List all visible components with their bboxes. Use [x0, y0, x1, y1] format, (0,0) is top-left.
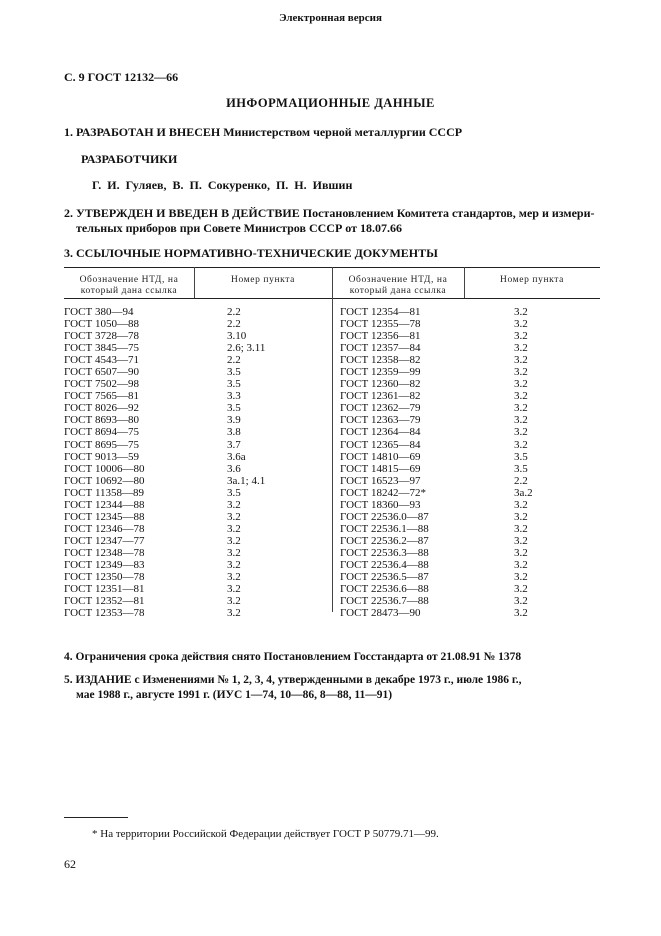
- col-header-doc-right: [332, 275, 464, 297]
- table-cell-doc: ГОСТ 12349—83: [64, 558, 145, 571]
- table-cell-doc: ГОСТ 12346—78: [64, 522, 145, 535]
- table-cell-item: 3а.1; 4.1: [227, 474, 266, 487]
- table-cell-item: 3.9: [227, 414, 241, 427]
- table-cell-item: 3.5: [227, 486, 241, 499]
- table-cell-doc: ГОСТ 12345—88: [64, 510, 145, 523]
- table-cell-item: 3.2: [227, 607, 241, 620]
- table-cell-doc: ГОСТ 12350—78: [64, 571, 145, 584]
- table-cell-item: 3.2: [514, 534, 528, 547]
- table-cell-item: 3.2: [514, 510, 528, 523]
- table-cell-item: 3.2: [227, 595, 241, 608]
- table-cell-item: 2.2: [227, 354, 241, 367]
- developers-label: РАЗРАБОТЧИКИ: [81, 152, 178, 166]
- table-cell-doc: ГОСТ 10692—80: [64, 474, 145, 487]
- table-cell-item: 3.2: [227, 546, 241, 559]
- electronic-version-label: Электронная версия: [279, 12, 382, 24]
- table-cell-doc: ГОСТ 12358—82: [340, 354, 421, 367]
- table-cell-doc: ГОСТ 22536.4—88: [340, 558, 429, 571]
- table-cell-item: 3.2: [514, 522, 528, 535]
- table-cell-doc: ГОСТ 12348—78: [64, 546, 145, 559]
- table-cell-doc: ГОСТ 12362—79: [340, 402, 421, 415]
- col-header-item-right: Номер пункта: [500, 275, 564, 285]
- table-cell-item: 3.2: [514, 426, 528, 439]
- table-cell-item: 3.2: [227, 558, 241, 571]
- table-cell-item: 3.2: [514, 583, 528, 596]
- col-header-item-left: Номер пункта: [231, 275, 295, 285]
- table-cell-doc: ГОСТ 12357—84: [340, 342, 421, 355]
- table-cell-doc: ГОСТ 16523—97: [340, 474, 421, 487]
- table-cell-doc: ГОСТ 10006—80: [64, 462, 145, 475]
- table-cell-item: 3.10: [227, 330, 247, 343]
- table-cell-item: 3.2: [514, 354, 528, 367]
- left-items-column: [227, 306, 265, 619]
- table-cell-item: 3.2: [514, 306, 528, 318]
- table-cell-doc: ГОСТ 1050—88: [64, 318, 139, 331]
- section-5-line-2: мае 1988 г., августе 1991 г. (ИУС 1—74, 10—86, 8—88, 11—91): [76, 689, 393, 701]
- table-cell-item: 3.2: [514, 402, 528, 415]
- footnote: * На территории Российской Федерации действует ГОСТ Р 50779.71—99.: [92, 828, 439, 840]
- table-cell-item: 2.2: [514, 474, 528, 487]
- table-cell-item: 3.3: [227, 390, 241, 403]
- table-cell-item: 3.6: [227, 462, 241, 475]
- table-cell-doc: ГОСТ 11358—89: [64, 486, 145, 499]
- table-cell-doc: ГОСТ 7565—81: [64, 390, 139, 403]
- section-2-approved: [64, 206, 604, 236]
- table-cell-doc: ГОСТ 18242—72*: [340, 486, 426, 499]
- table-cell-item: 3.2: [227, 571, 241, 584]
- table-cell-doc: ГОСТ 18360—93: [340, 498, 421, 511]
- table-cell-doc: ГОСТ 22536.6—88: [340, 583, 429, 596]
- table-cell-item: 3.2: [227, 498, 241, 511]
- table-cell-item: 3.6а: [227, 450, 246, 463]
- left-docs-column: [64, 306, 144, 619]
- table-cell-doc: ГОСТ 12347—77: [64, 534, 145, 547]
- table-cell-item: 3.2: [514, 558, 528, 571]
- right-docs-column: [340, 306, 429, 619]
- table-cell-doc: ГОСТ 12351—81: [64, 583, 145, 596]
- header-line: который дана ссылка: [349, 286, 447, 296]
- table-cell-item: 3.2: [227, 510, 241, 523]
- table-cell-doc: ГОСТ 12353—78: [64, 607, 145, 620]
- table-cell-doc: ГОСТ 9013—59: [64, 450, 139, 463]
- table-cell-item: 3.5: [227, 366, 241, 379]
- table-cell-doc: ГОСТ 12364—84: [340, 426, 421, 439]
- table-cell-item: 3.2: [227, 534, 241, 547]
- table-cell-doc: ГОСТ 380—94: [64, 306, 134, 318]
- table-cell-item: 3.2: [514, 571, 528, 584]
- page-number: 62: [64, 857, 76, 871]
- table-cell-doc: ГОСТ 12356—81: [340, 330, 421, 343]
- table-cell-doc: ГОСТ 6507—90: [64, 366, 139, 379]
- table-cell-doc: ГОСТ 8026—92: [64, 402, 139, 415]
- table-cell-item: 3.2: [514, 546, 528, 559]
- table-cell-item: 3.2: [514, 390, 528, 403]
- table-cell-item: 3.2: [514, 438, 528, 451]
- header-line: который дана ссылка: [80, 286, 178, 296]
- page-title: ИНФОРМАЦИОННЫЕ ДАННЫЕ: [226, 96, 435, 110]
- header-line: Обозначение НТД, на: [79, 275, 179, 285]
- table-cell-item: 3.2: [514, 318, 528, 331]
- table-cell-doc: ГОСТ 12365—84: [340, 438, 421, 451]
- section-2-line-2: тельных приборов при Совете Министров СССР от 18.07.66: [76, 221, 403, 235]
- table-cell-doc: ГОСТ 4543—71: [64, 354, 139, 367]
- table-cell-item: 3.2: [514, 498, 528, 511]
- footnote-rule: [64, 817, 128, 818]
- table-cell-item: 3.2: [514, 378, 528, 391]
- table-cell-item: 3.2: [227, 583, 241, 596]
- table-cell-doc: ГОСТ 12344—88: [64, 498, 145, 511]
- table-cell-item: 3.2: [514, 366, 528, 379]
- table-cell-doc: ГОСТ 12363—79: [340, 414, 421, 427]
- table-cell-item: 3.7: [227, 438, 241, 451]
- table-cell-doc: ГОСТ 12361—82: [340, 390, 421, 403]
- section-5-line-1: 5. ИЗДАНИЕ с Изменениями № 1, 2, 3, 4, утвержденными в декабре 1973 г., июле 1986 г.,: [64, 674, 522, 686]
- table-cell-doc: ГОСТ 22536.2—87: [340, 534, 429, 547]
- col-header-doc-left: [64, 275, 194, 297]
- table-cell-doc: ГОСТ 12360—82: [340, 378, 421, 391]
- table-cell-doc: ГОСТ 8695—75: [64, 438, 139, 451]
- table-cell-doc: ГОСТ 8693—80: [64, 414, 139, 427]
- table-cell-doc: ГОСТ 8694—75: [64, 426, 139, 439]
- right-items-column: [514, 306, 533, 619]
- table-cell-item: 3.5: [514, 462, 528, 475]
- table-cell-item: 3.2: [514, 607, 528, 620]
- table-cell-doc: ГОСТ 12359—99: [340, 366, 421, 379]
- table-cell-item: 3.5: [227, 378, 241, 391]
- table-cell-item: 2.2: [227, 306, 241, 318]
- table-cell-doc: ГОСТ 22536.1—88: [340, 522, 429, 535]
- table-cell-item: 3.2: [514, 595, 528, 608]
- table-cell-doc: ГОСТ 22536.3—88: [340, 546, 429, 559]
- table-cell-doc: ГОСТ 3728—78: [64, 330, 139, 343]
- table-cell-item: 3а.2: [514, 486, 533, 499]
- table-cell-doc: ГОСТ 22536.0—87: [340, 510, 429, 523]
- table-cell-doc: ГОСТ 28473—90: [340, 607, 421, 620]
- section-3-references: 3. ССЫЛОЧНЫЕ НОРМАТИВНО-ТЕХНИЧЕСКИЕ ДОКУМЕНТЫ: [64, 246, 438, 260]
- table-cell-item: 3.5: [514, 450, 528, 463]
- table-cell-doc: ГОСТ 14815—69: [340, 462, 421, 475]
- table-cell-item: 3.2: [514, 330, 528, 343]
- table-cell-doc: ГОСТ 22536.7—88: [340, 595, 429, 608]
- section-4-restriction: 4. Ограничения срока действия снято Постановлением Госстандарта от 21.08.91 № 1378: [64, 651, 522, 663]
- table-cell-item: 3.2: [514, 414, 528, 427]
- table-cell-doc: ГОСТ 12355—78: [340, 318, 421, 331]
- section-5-edition: [64, 673, 604, 703]
- table-cell-doc: ГОСТ 7502—98: [64, 378, 139, 391]
- table-cell-item: 3.2: [227, 522, 241, 535]
- table-cell-item: 3.2: [514, 342, 528, 355]
- table-cell-item: 3.5: [227, 402, 241, 415]
- table-cell-doc: ГОСТ 3845—75: [64, 342, 139, 355]
- table-cell-doc: ГОСТ 22536.5—87: [340, 571, 429, 584]
- table-center-divider: [332, 267, 333, 612]
- table-cell-doc: ГОСТ 14810—69: [340, 450, 421, 463]
- section-1-developed: 1. РАЗРАБОТАН И ВНЕСЕН Министерством черной металлургии СССР: [64, 125, 463, 139]
- table-cell-item: 2.6; 3.11: [227, 342, 266, 355]
- developers-names: Г. И. Гуляев, В. П. Сокуренко, П. Н. Ившин: [92, 178, 353, 192]
- header-line: Обозначение НТД, на: [348, 275, 448, 285]
- gost-page-header: С. 9 ГОСТ 12132—66: [64, 70, 179, 84]
- table-cell-item: 3.8: [227, 426, 241, 439]
- table-cell-item: 2.2: [227, 318, 241, 331]
- section-2-line-1: 2. УТВЕРЖДЕН И ВВЕДЕН В ДЕЙСТВИЕ Постановлением Комитета стандартов, мер и измери-: [64, 206, 595, 220]
- table-cell-doc: ГОСТ 12352—81: [64, 595, 145, 608]
- table-cell-doc: ГОСТ 12354—81: [340, 306, 421, 318]
